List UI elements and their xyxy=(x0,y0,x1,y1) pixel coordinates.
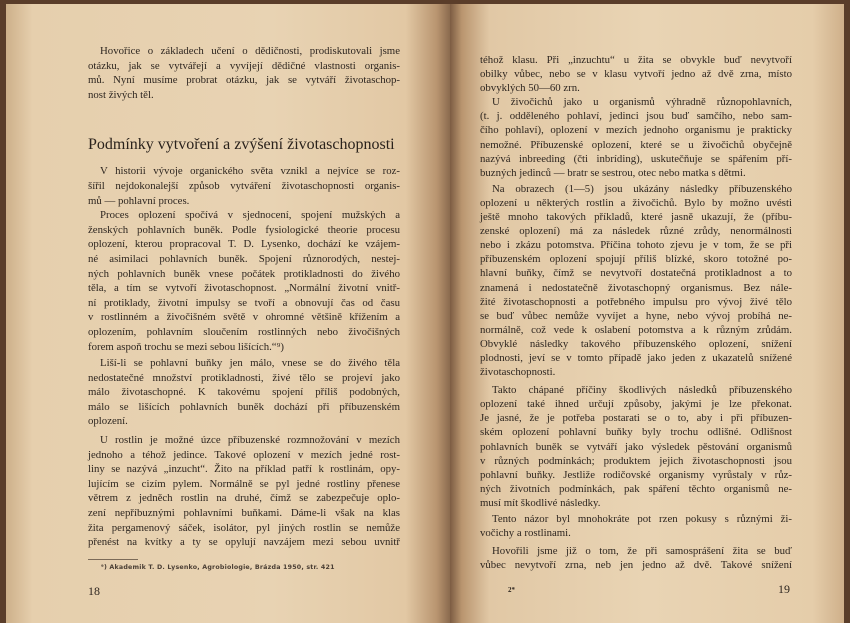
text-line: nedostatečné množství protikladnosti, živé tělo se projeví jako xyxy=(88,371,400,384)
text-line: Hovořili jsme již o tom, že při samosprášení žita se buď xyxy=(492,545,792,558)
text-line: vůbec nevytvoří zrna, neb jen jedno až dvě. Takové snížení xyxy=(480,559,792,572)
text-line: větrem z jedněch rostlin na druhé, čímž se zabezpečuje oplo- xyxy=(88,492,400,505)
text-line: zenské oplození) má za následek různé zrůdy, nenormálnosti xyxy=(480,225,792,238)
text-line: jednoho a téhož jedince. Takové oplození v mezích jedné rost- xyxy=(88,448,400,461)
text-line: normálně, což vede k oslabení potomstva a k různým zrůdám. xyxy=(480,323,792,336)
text-line: žité životaschopnosti a potřebného impulsu pro vývoj živé tělo xyxy=(480,295,792,308)
text-line: buzných jedinců — bratr se sestrou, otec nebo matka s dětmi. xyxy=(480,166,746,179)
text-line: téhož klasu. Při „inzuchtu“ u žita se obvykle buď nevytvoří xyxy=(480,54,792,66)
text-line: (t. j. odděleného pohlaví, jedinci jsou buď samčího, nebo sam- xyxy=(480,110,792,123)
footnote-rule xyxy=(88,559,138,560)
text-line: U rostlin je možné úzce příbuzenské rozmnožování v mezích xyxy=(100,434,400,447)
text-line: otázku, jak se vytvářejí a vyvíjejí dědičné vlastnosti organis- xyxy=(88,59,400,72)
signature-mark: 2* xyxy=(508,586,515,594)
text-line: ných životních podmínkách, pak spáření těchto organismů ne- xyxy=(480,482,792,495)
text-line: ském oplození pohlavní buňky byly trochu odlišné. Odlišnost xyxy=(480,426,792,439)
text-line: V historii vývoje organického světa vznikl a nejvíce se roz- xyxy=(100,165,400,178)
text-line: Takto chápané příčiny škodlivých následků příbuzenského xyxy=(492,384,792,397)
text-line: Na obrazech (1—5) jsou ukázány následky příbuzenského xyxy=(492,182,792,195)
text-line: obilky vůbec, nebo se v klasu vytvoří jedno až dvě zrna, místo xyxy=(480,68,792,81)
paragraph xyxy=(480,53,792,95)
paragraph xyxy=(88,356,400,429)
text-line: mů. Nyní musíme probrat otázku, jak se vytváří životaschop- xyxy=(88,74,400,87)
left-page-text xyxy=(88,44,400,550)
text-line: šířil nejdokonalejší způsob vytváření životaschopnosti organis- xyxy=(88,179,400,192)
text-line: lujícím se cizím pylem. Normálně se pyl jedné rostliny přenese xyxy=(88,477,400,490)
text-line: pohlavní buňky. Jestliže rodičovské organismy vyrůstaly v růz- xyxy=(480,468,792,481)
text-line: oplození také ihned určují způsoby, jakými je lze překonat. xyxy=(480,398,792,411)
text-line: zení nepříbuznými pohlavními buňkami. Dáme-li však na klas xyxy=(88,507,400,520)
text-line: málo se lišících pohlavních buněk dochází při příbuzenském xyxy=(88,400,400,413)
text-line: v různých podmínkách; produktem jejich životaschopnosti jsou xyxy=(480,454,792,467)
paragraph xyxy=(480,512,792,540)
page-number-right: 19 xyxy=(778,582,790,596)
text-line: oplození u některých rostlin a živočichů. Bylo by možno uvésti xyxy=(480,196,792,209)
text-line: ných pohlavních buněk vnese počátek protikladnosti do živého xyxy=(88,267,400,280)
footnote: ⁹) Akademik T. D. Lysenko, Agrobiologie, Brázda 1950, str. 421 xyxy=(101,564,335,571)
text-line: ní protiklady, životní impulsy se tvoří a obnovují čas od času xyxy=(88,296,400,309)
text-line: liny se nazývá „inzucht“. Žito na příklad patří k rostlinám, opy- xyxy=(88,463,400,476)
text-line: nazývá inbreeding (čti inbríding), uskutečňuje se spářením pří- xyxy=(480,152,792,165)
paragraph xyxy=(480,95,792,180)
text-line: žita pergamenový sáček, isolátor, pyl jiných rostlin se nemůže xyxy=(88,521,400,534)
text-line: málo životaschopné. K takovému spojení příliš podobných, xyxy=(88,386,400,399)
text-line: Hovořice o základech učení o dědičnosti, prodiskutovali jsme xyxy=(100,45,400,57)
text-line: Proces oplození spočívá v sjednocení, spojení mužských a xyxy=(100,209,400,222)
text-line: Liší-li se pohlavní buňky jen málo, vnese se do živého těla xyxy=(100,357,400,370)
paragraph xyxy=(88,433,400,550)
paragraph xyxy=(480,544,792,572)
text-line: obvyklých 50—60 zrn. xyxy=(480,82,580,95)
section-heading: Podmínky vytvoření a zvýšení životaschopnosti xyxy=(88,136,395,153)
text-line: hlavní buňky, čímž se nevytvoří dostatečná protikladnost a to xyxy=(480,267,792,280)
text-line: Tento názor byl mnohokráte pot rzen pokusy s různými ži- xyxy=(492,513,792,525)
text-line: plodnosti, jeví se v tomto případě jako jeden z ukazatelů snížené xyxy=(480,351,792,364)
right-page-text xyxy=(480,53,792,572)
text-line: musí mít škodlivé následky. xyxy=(480,496,601,509)
text-line: v rostlinném a živočišném světě v ohromné většině křížením a xyxy=(88,311,400,324)
text-line: pohlavních buněk se vytváří jako výsledek pěstování organismů xyxy=(480,440,792,453)
text-line: né asimilaci pohlavních buněk. Spojení různorodých, nestej- xyxy=(88,252,400,265)
text-line: oplozením, pohlavním sloučením rostlinných nebo živočišných xyxy=(88,325,400,338)
text-line: Je jasné, že je potřeba postarati se o to, aby i při příbuzen- xyxy=(480,412,792,425)
text-line: vočichy a rostlinami. xyxy=(480,527,571,540)
left-page xyxy=(6,4,450,623)
text-line: těla, a tím se vytvoří životaschopnost. „Normální životní vnitř- xyxy=(88,282,400,295)
text-line: příbuzenském oplození spojují příliš blízké, skoro totožné po- xyxy=(480,253,792,266)
text-line: ještě mnoho takových příkladů, které jasně ukazují, že (příbu- xyxy=(480,211,792,224)
right-page xyxy=(450,4,844,623)
text-line: U živočichů jako u organismů výhradně různopohlavních, xyxy=(492,96,792,109)
page-number-left: 18 xyxy=(88,584,100,598)
text-line: oplození, kterou propracoval T. D. Lysenko, dochází ke vzájem- xyxy=(88,238,400,251)
text-line: ženských pohlavních buněk. Podle fysiologické theorie procesu xyxy=(88,223,400,236)
paragraph xyxy=(88,164,400,208)
text-line: mů — pohlavní proces. xyxy=(88,194,190,207)
text-line: životaschopnosti. xyxy=(480,366,556,379)
text-line: nost živých těl. xyxy=(88,88,154,101)
paragraph xyxy=(88,208,400,354)
text-line: Obvyklé následky takového příbuzenského oplození, snížení xyxy=(480,337,792,350)
text-line: přenést na kvítky a ty se opylují navzájem mezi sebou uvnitř xyxy=(88,536,400,549)
text-line: se buď vůbec nemůže vyvíjet a hyne, nebo vývoj probíhá ne- xyxy=(480,309,792,322)
text-line: znamená i nedostatečně životaschopný organismus. Bez nále- xyxy=(480,281,792,294)
paragraph xyxy=(480,383,792,510)
paragraph xyxy=(480,182,792,379)
text-line: nemožné. Příbuzenské oplození, které se u živočichů obyčejně xyxy=(480,138,792,151)
text-line: čího pohlaví), oplození v mezích jednoho organismu je prakticky xyxy=(480,124,792,137)
paragraph xyxy=(88,44,400,102)
text-line: nebo i zkázu potomstva. Příčina tohoto zjevu je v tom, že se při xyxy=(480,239,792,252)
text-line: oplození. xyxy=(88,415,128,428)
text-line: forem aspoň trochu se mezi sebou lišících.“⁹) xyxy=(88,340,284,353)
